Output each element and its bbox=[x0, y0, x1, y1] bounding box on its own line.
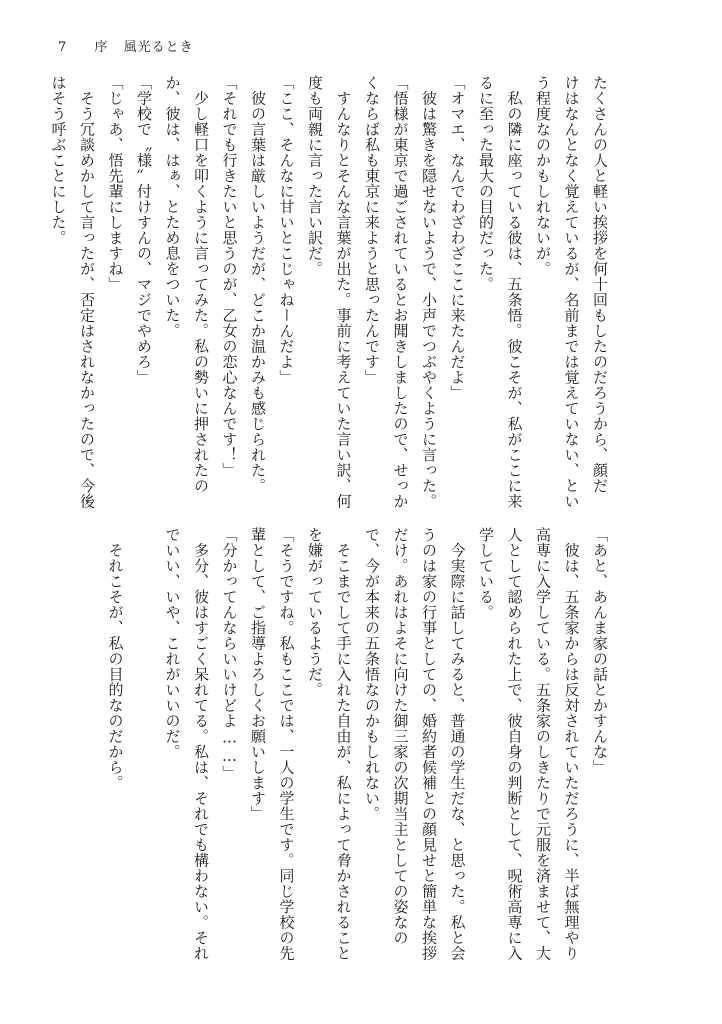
running-header bbox=[58, 36, 194, 56]
text-line: 彼は、五条家からは反対されていただろうに、半ば無理やり bbox=[562, 527, 581, 961]
text-line: 少し軽口を叩くように言ってみた。私の勢いに押されたの bbox=[192, 75, 210, 494]
page-number: 7 bbox=[58, 40, 68, 55]
text-line: そう冗談めかして言ったが、否定はされなかったので、今後 bbox=[78, 75, 96, 509]
text-line: 「ここ、そんなに甘いとこじゃねーんだよ」 bbox=[277, 75, 296, 385]
text-line bbox=[130, 527, 159, 947]
text-line: 今実際に話してみると、普通の学生だな、と思った。私と会 bbox=[448, 527, 467, 961]
text-line: を嫌がっているようだ。 bbox=[306, 527, 324, 698]
text-line: すんなりとそんな言葉が出た。事前に考えていた言い訳、何 bbox=[334, 75, 353, 509]
text-line: 「オマエ、なんでわざわざここに来たんだよ」 bbox=[448, 75, 467, 401]
text-line: う程度なのかもしれないが。 bbox=[534, 75, 552, 277]
text-line: 「あと、あんま家の話とかすんな」 bbox=[591, 527, 609, 775]
text-line: はそう呼ぶことにした。 bbox=[49, 75, 68, 246]
text-line: 多分、彼はすごく呆れてる。私は、それでも構わない。それ bbox=[192, 527, 210, 961]
text-line: 学している。 bbox=[477, 527, 495, 620]
text-line: るに至った最大の目的だった。 bbox=[477, 75, 495, 292]
text-line: けはなんとなく覚えているが、名前までは覚えていない、とい bbox=[562, 75, 581, 509]
text-line: 私の隣に座っている彼は、五条悟。彼こそが、私がここに来 bbox=[505, 75, 524, 509]
text-line: そこまでして手に入れた自由が、私によって脅かされること bbox=[334, 527, 353, 961]
text-line: 「それでも行きたいと思うのが、乙女の恋心なんです！」 bbox=[220, 75, 239, 478]
text-line: うのは家の行事としての、婚約者候補との顔見せと簡単な挨拶 bbox=[420, 527, 438, 961]
text-line: 度も両親に言った言い訳だ。 bbox=[306, 75, 324, 277]
text-line: 「学校で〝様〟付けすんの、マジでやめろ」 bbox=[135, 75, 153, 385]
text-line: 高専に入学している。五条家のしきたりで元服を済ませて、大 bbox=[534, 527, 552, 961]
text-line: 「そうですね。私もここでは、一人の学生です。同じ学校の先 bbox=[277, 527, 296, 961]
text-line: 輩として、ご指導よろしくお願いします」 bbox=[249, 527, 267, 822]
text-line: 「悟様が東京で過ごされているとお聞きしましたので、せっか bbox=[391, 75, 410, 509]
text-line: 「分かってんならいいけどよ……」 bbox=[220, 527, 239, 781]
text-line: か、彼は、はぁ、とため息をついた。 bbox=[163, 75, 182, 339]
text-line: 彼の言葉は厳しいようだが、どこか温かみも感じられた。 bbox=[249, 75, 267, 494]
text-line: くならば私も東京に来ようと思ったんです」 bbox=[363, 75, 381, 385]
text-line: 人として認められた上で、彼自身の判断として、呪術高専に入 bbox=[505, 527, 524, 961]
chapter-title: 風光るとき bbox=[123, 40, 194, 55]
text-line: 「じゃあ、悟先輩にしますね」 bbox=[106, 75, 125, 292]
text-line: で、今が本来の五条悟なのかもしれない。 bbox=[363, 527, 381, 822]
text-line: 彼は驚きを隠せないようで、小声でつぶやくように言った。 bbox=[420, 75, 438, 509]
chapter-label: 序 bbox=[94, 40, 109, 55]
text-line: たくさんの人と軽い挨拶を何十回もしたのだろうから、顔だ bbox=[591, 75, 609, 494]
text-line: でいい、いや、これがいいのだ。 bbox=[163, 527, 182, 760]
text-line: それこそが、私の目的なのだから。 bbox=[106, 527, 125, 791]
lower-text-block bbox=[101, 527, 614, 961]
text-line: だけ。あれはよそに向けた御三家の次期当主としての姿なの bbox=[391, 527, 410, 946]
upper-text-block bbox=[44, 75, 614, 509]
